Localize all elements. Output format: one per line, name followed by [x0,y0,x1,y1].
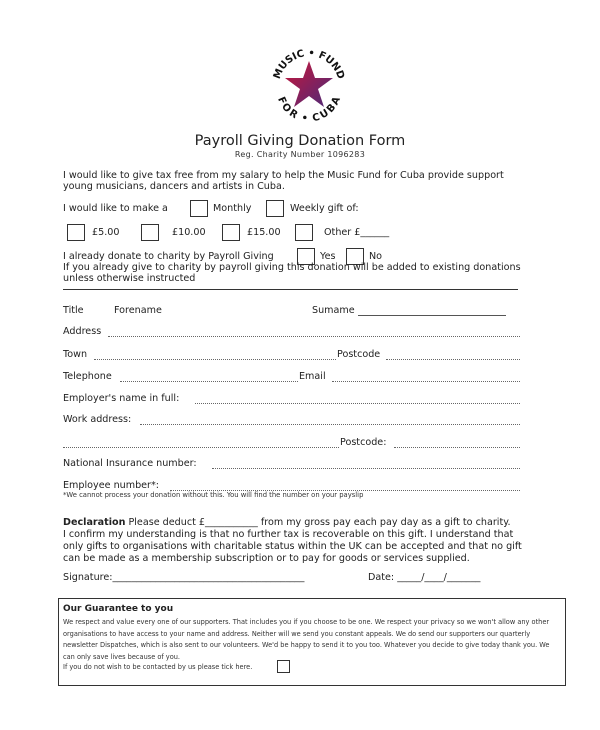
guarantee-box [58,598,566,686]
declaration-label: Declaration [63,517,126,528]
existing-note-2: unless otherwise instructed [63,273,196,284]
amount-10-label: £10.00 [172,227,206,238]
declaration-line-3: only gifts to organisations with charitable status within the UK can be accepted and that no gift [63,541,522,552]
town-field[interactable] [94,359,336,360]
section-divider [63,289,518,290]
date-field[interactable]: Date: _____/____/_______ [368,572,481,583]
ni-label: National Insurance number: [63,458,197,469]
work-address-line-2[interactable] [63,447,339,448]
town-label: Town [63,349,88,360]
employee-number-label: Employee number*: [63,480,160,491]
forename-label: Forename [114,305,162,316]
guarantee-heading: Our Guarantee to you [63,604,174,614]
amount-15-checkbox[interactable] [222,224,240,241]
declaration-line-1: Please deduct £___________ from my gross pay each pay day as a gift to charity. [128,517,511,528]
optout-checkbox[interactable] [277,660,290,673]
optout-label: If you do not wish to be contacted by us please tick here. [63,663,253,671]
email-label: Email [299,371,326,382]
intro-line-1: I would like to give tax free from my salary to help the Music Fund for Cuba provide support [63,170,504,181]
ni-field[interactable] [212,468,520,469]
intro-line-2: young musicians, dancers and artists in Cuba. [63,181,285,192]
telephone-field[interactable] [120,381,298,382]
declaration-line-4: can be made as a membership subscription or to pay for goods or services supplied. [63,553,470,564]
amount-10-checkbox[interactable] [141,224,159,241]
page-title: Payroll Giving Donation Form [194,133,406,149]
signature-field[interactable]: Signature:________________________________________ [63,572,305,583]
address-field[interactable] [108,336,520,337]
star-icon [285,61,333,107]
monthly-checkbox[interactable] [190,200,208,217]
employer-label: Employer's name in full: [63,393,180,404]
amount-5-label: £5.00 [92,227,120,238]
employee-number-note: *We cannot process your donation without this. You will find the number on your payslip [63,491,364,499]
work-address-field[interactable] [140,424,520,425]
existing-yes-label: Yes [320,251,336,262]
amount-15-label: £15.00 [247,227,281,238]
amount-other-field[interactable]: Other £______ [324,227,390,238]
declaration-line-2: I confirm my understanding is that no further tax is recoverable on this gift. I understand that [63,529,514,540]
weekly-checkbox[interactable] [266,200,284,217]
existing-no-label: No [369,251,383,262]
svg-text:MUSIC • FUND: MUSIC • FUND [271,47,347,81]
existing-question: I already donate to charity by Payroll Giving [63,251,274,262]
weekly-label: Weekly gift of: [290,203,359,214]
title-label: Title [63,305,84,316]
guarantee-text: We respect and value every one of our supporters. That includes you if you choose to be one. We respect your privacy so we won't allow any other organisations to have access to your name and address. Neither will we send you constant appeals. We do send our supporters our quarterly newsletter Dispatches, which is also sent to our volunteers. We'd be happy to send it to you too. Whatever you decide to give today thank you. We can only save lives because of you. [63,618,550,661]
frequency-prefix: I would like to make a [63,203,168,214]
surname-field[interactable] [358,315,506,316]
logo [268,45,350,127]
work-postcode-label: Postcode: [340,437,387,448]
amount-5-checkbox[interactable] [67,224,85,241]
employer-field[interactable] [195,403,520,404]
work-postcode-field[interactable] [394,447,520,448]
svg-text:FOR • CUBA: FOR • CUBA [275,95,343,125]
telephone-label: Telephone [63,371,112,382]
address-label: Address [63,326,102,337]
existing-note-1: If you already give to charity by payroll giving this donation will be added to existing donations [63,262,521,273]
work-address-label: Work address: [63,414,132,425]
postcode-field[interactable] [386,359,520,360]
charity-number: Reg. Charity Number 1096283 [234,150,366,159]
email-field[interactable] [332,381,520,382]
monthly-label: Monthly [213,203,252,214]
postcode-label: Postcode [337,349,381,360]
surname-label: Sumame [312,305,355,316]
amount-other-checkbox[interactable] [295,224,313,241]
